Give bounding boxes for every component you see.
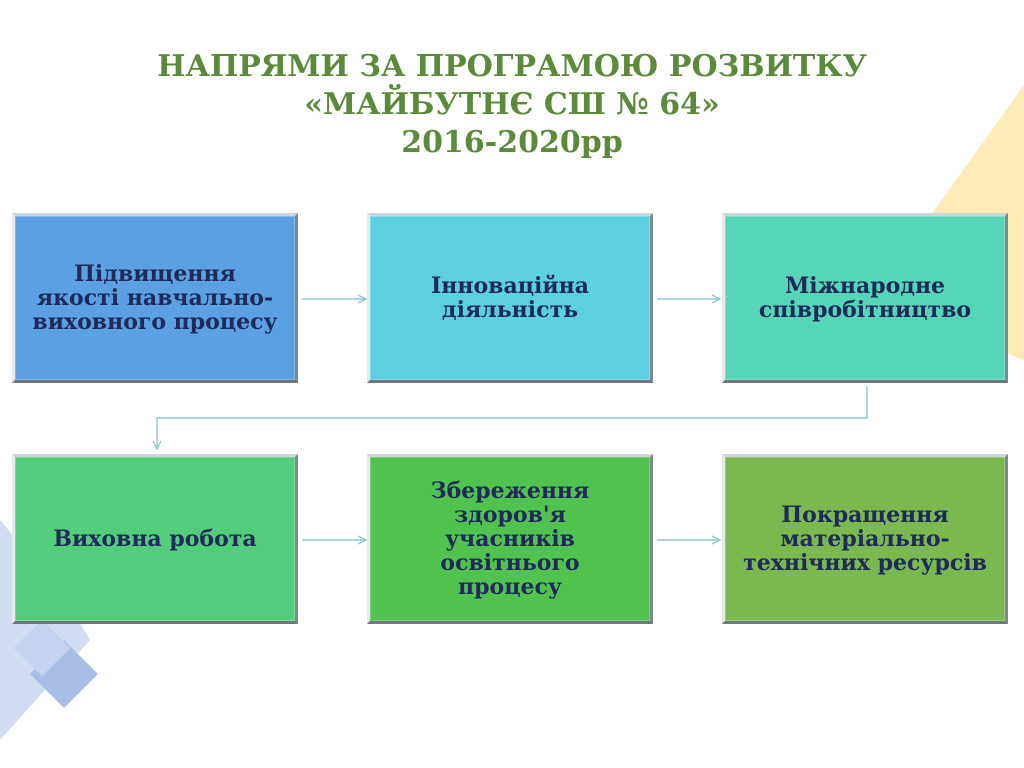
box-international-cooperation xyxy=(722,213,1008,383)
box-material-resources xyxy=(722,454,1008,624)
box-health-preservation xyxy=(367,454,653,624)
box-label: Інноваційна діяльність xyxy=(431,273,589,323)
page-title xyxy=(0,48,1024,162)
box-label: Підвищення якості навчально-виховного процесу xyxy=(32,261,278,335)
box-label: Виховна робота xyxy=(53,526,257,552)
box-label: Покращення матеріально-технічних ресурсів xyxy=(743,502,987,576)
title-line-2: «МАЙБУТНЄ СШ № 64» xyxy=(304,87,720,122)
box-upbringing-work xyxy=(12,454,298,624)
title-line-1: НАПРЯМИ ЗА ПРОГРАМОЮ РОЗВИТКУ xyxy=(157,49,867,84)
box-label: Збереження здоров'я учасників освітнього процесу xyxy=(430,478,590,600)
title-line-3: 2016-2020рр xyxy=(401,125,623,160)
box-innovation xyxy=(367,213,653,383)
box-education-quality xyxy=(12,213,298,383)
box-label: Міжнародне співробітництво xyxy=(758,273,972,323)
